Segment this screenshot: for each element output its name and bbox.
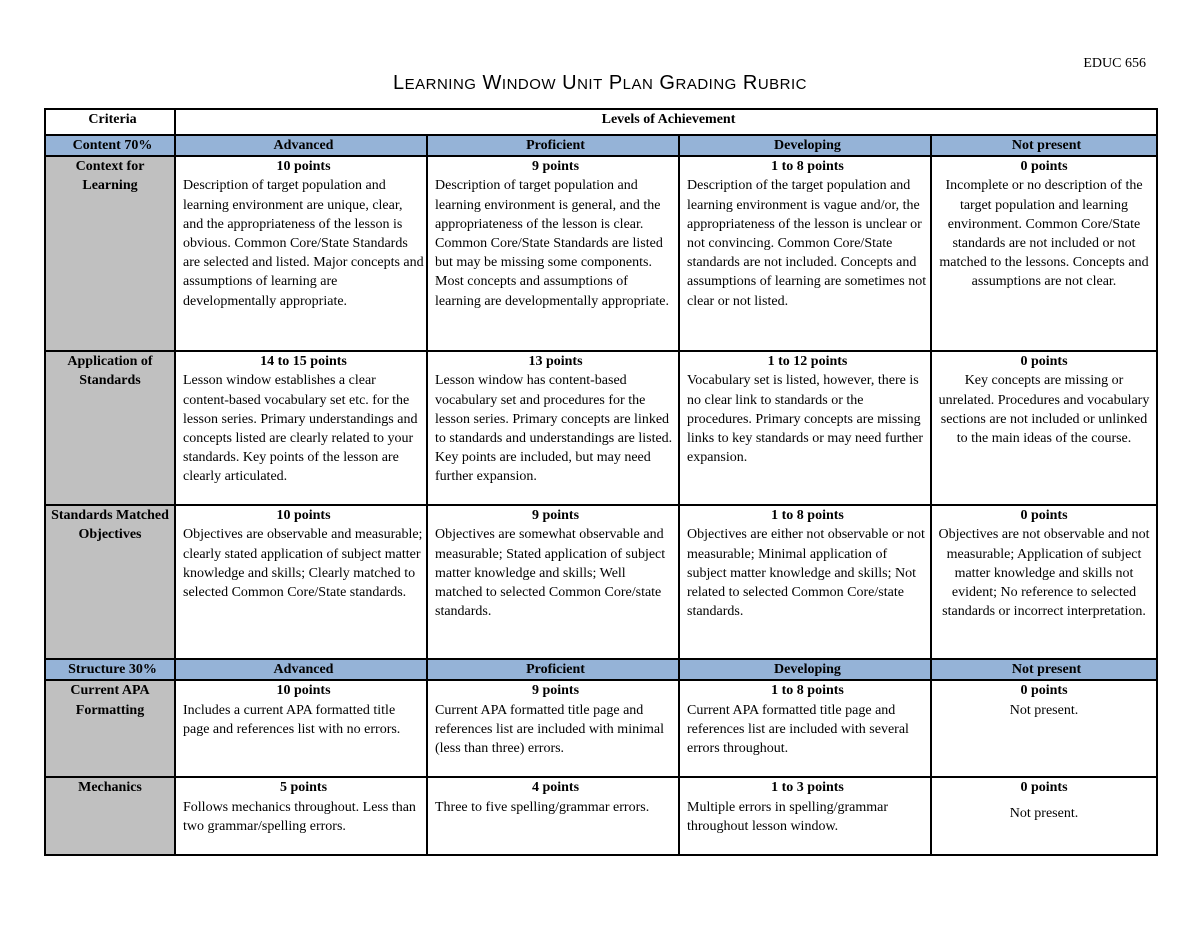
cell-description: Objectives are somewhat observable and measurable; Stated application of subject matter knowledge and skills; Well matched to selected Common Core/state standards. <box>435 527 666 620</box>
page-title <box>0 72 1200 95</box>
points-label: 13 points <box>528 354 583 370</box>
rubric-cell <box>427 351 679 505</box>
title-rest: LAN <box>622 76 654 93</box>
level-not-present: Not present <box>931 135 1157 156</box>
cell-description: Vocabulary set is listed, however, there is no clear link to standards or the procedures. Primary concepts are missing links to key standards or may need further expansion. <box>687 373 923 466</box>
points-label: 5 points <box>279 780 328 796</box>
cell-description: Follows mechanics throughout. Less than two grammar/spelling errors. <box>183 799 416 834</box>
rubric-cell <box>427 777 679 855</box>
points-label: 14 to 15 points <box>260 354 347 370</box>
points-label: 1 to 12 points <box>767 354 848 370</box>
rubric-cell <box>931 777 1157 855</box>
title-initial: R <box>742 72 758 94</box>
rubric-cell <box>679 680 931 777</box>
points-label: 1 to 8 points <box>771 683 844 699</box>
rubric-cell <box>175 156 427 351</box>
points-label: 1 to 3 points <box>771 780 844 796</box>
cell-description: Not present. <box>1009 702 1079 718</box>
cell-description: Objectives are not observable and not measurable; Application of subject matter knowledge and skills not evident; No reference to selected standards or incorrect interpretation. <box>938 527 1150 620</box>
points-label: 0 points <box>1020 354 1068 370</box>
points-label: 0 points <box>1020 780 1068 796</box>
rubric-cell <box>679 505 931 659</box>
rubric-cell <box>931 680 1157 777</box>
title-initial: L <box>392 72 405 94</box>
table-row <box>45 351 1157 505</box>
criterion-cell: Current APA Formatting <box>45 680 175 777</box>
level-developing: Developing <box>679 135 931 156</box>
cell-description: Description of target population and learning environment is general, and the appropriateness of the lesson is clear. Common Core/State Standards are listed but may be missing some components. Most concepts and assumptions of learning are developmentally appropriate. <box>435 178 670 309</box>
cell-description: Lesson window establishes a clear content-based vocabulary set etc. for the lesson series. Primary understandings and concepts listed are clearly related to your standards. Key points of the lesson are clearly articulated. <box>183 373 418 485</box>
cell-description: Includes a current APA formatted title page and references list with no errors. <box>183 702 401 737</box>
points-label: 9 points <box>531 159 580 175</box>
title-initial: U <box>562 72 578 94</box>
rubric-table <box>44 108 1158 856</box>
title-rest: UBRIC <box>757 76 808 93</box>
points-label: 4 points <box>531 780 580 796</box>
cell-description: Not present. <box>1009 805 1079 821</box>
rubric-cell <box>679 156 931 351</box>
title-text <box>393 72 807 94</box>
points-label: 10 points <box>276 683 331 699</box>
points-label: 0 points <box>1020 683 1068 699</box>
table-row <box>45 156 1157 351</box>
title-initial: W <box>482 72 502 94</box>
rubric-cell <box>931 351 1157 505</box>
section-label: Content 70% <box>45 135 175 156</box>
points-label: 1 to 8 points <box>771 159 844 175</box>
points-label: 9 points <box>531 508 580 524</box>
rubric-cell <box>175 680 427 777</box>
cell-description: Objectives are either not observable or not measurable; Minimal application of subject matter knowledge and skills; Not related to selected Common Core/state standards. <box>687 527 925 620</box>
points-label: 9 points <box>531 683 580 699</box>
cell-description: Current APA formatted title page and references list are included with minimal (less than three) errors. <box>435 702 664 757</box>
title-rest: INDOW <box>501 76 557 93</box>
rubric-cell <box>175 351 427 505</box>
rubric-cell <box>427 156 679 351</box>
cell-description: Key concepts are missing or unrelated. Procedures and vocabulary sections are not included or unlinked to the main ideas of the course. <box>938 373 1150 447</box>
title-rest: NIT <box>577 76 603 93</box>
cell-description: Description of the target population and learning environment is vague and/or, the appropriateness of the lesson is unclear or not convincing. Common Core/State standards are not included. Concepts and assumptions of learning are sometimes not clear or not listed. <box>687 178 927 309</box>
cell-description: Objectives are observable and measurable; clearly stated application of subject matter knowledge and skills; Clearly matched to selected Common Core/State standards. <box>183 527 423 601</box>
points-label: 0 points <box>1020 508 1068 524</box>
level-not-present: Not present <box>931 659 1157 680</box>
rubric-cell <box>931 505 1157 659</box>
level-advanced: Advanced <box>175 659 427 680</box>
rubric-cell <box>175 777 427 855</box>
cell-description: Multiple errors in spelling/grammar throughout lesson window. <box>687 799 889 834</box>
title-initial: G <box>659 72 676 94</box>
rubric-cell <box>427 505 679 659</box>
level-proficient: Proficient <box>427 135 679 156</box>
criterion-cell: Mechanics <box>45 777 175 855</box>
title-initial: P <box>608 72 623 94</box>
rubric-cell <box>427 680 679 777</box>
title-rest: RADING <box>675 76 737 93</box>
level-advanced: Advanced <box>175 135 427 156</box>
level-proficient: Proficient <box>427 659 679 680</box>
cell-description: Lesson window has content-based vocabulary set and procedures for the lesson series. Primary concepts are linked to standards and understandings are listed. Key points are included, but may need further expansion. <box>435 373 673 485</box>
criterion-cell: Context for Learning <box>45 156 175 351</box>
cell-description: Current APA formatted title page and references list are included with several errors throughout. <box>687 702 909 757</box>
table-row <box>45 505 1157 659</box>
section-header-row <box>45 135 1157 156</box>
points-label: 0 points <box>1020 159 1068 175</box>
rubric-cell <box>679 351 931 505</box>
rubric-cell <box>175 505 427 659</box>
points-label: 1 to 8 points <box>771 508 844 524</box>
table-row <box>45 777 1157 855</box>
section-label: Structure 30% <box>45 659 175 680</box>
cell-description: Incomplete or no description of the target population and learning environment. Common Core/State standards are not included or not matched to the lessons. Concepts and assumptions are not clear. <box>939 178 1149 290</box>
criterion-cell: Standards Matched Objectives <box>45 505 175 659</box>
levels-header: Levels of Achievement <box>175 109 1157 135</box>
table-row <box>45 680 1157 777</box>
rubric-cell <box>679 777 931 855</box>
cell-description: Three to five spelling/grammar errors. <box>435 799 650 815</box>
points-label: 10 points <box>276 508 331 524</box>
cell-description: Description of target population and learning environment are unique, clear, and the appropriateness of the lesson is obvious. Common Core/State Standards are selected and listed. Major concepts and assumptions of learning are developmentally appropriate. <box>183 178 424 309</box>
level-developing: Developing <box>679 659 931 680</box>
points-label: 10 points <box>276 159 331 175</box>
section-header-row <box>45 659 1157 680</box>
course-code: EDUC 656 <box>1083 56 1146 71</box>
title-rest: EARNING <box>404 76 477 93</box>
criterion-cell: Application of Standards <box>45 351 175 505</box>
criteria-header: Criteria <box>45 109 175 135</box>
rubric-cell <box>931 156 1157 351</box>
table-header-row <box>45 109 1157 135</box>
